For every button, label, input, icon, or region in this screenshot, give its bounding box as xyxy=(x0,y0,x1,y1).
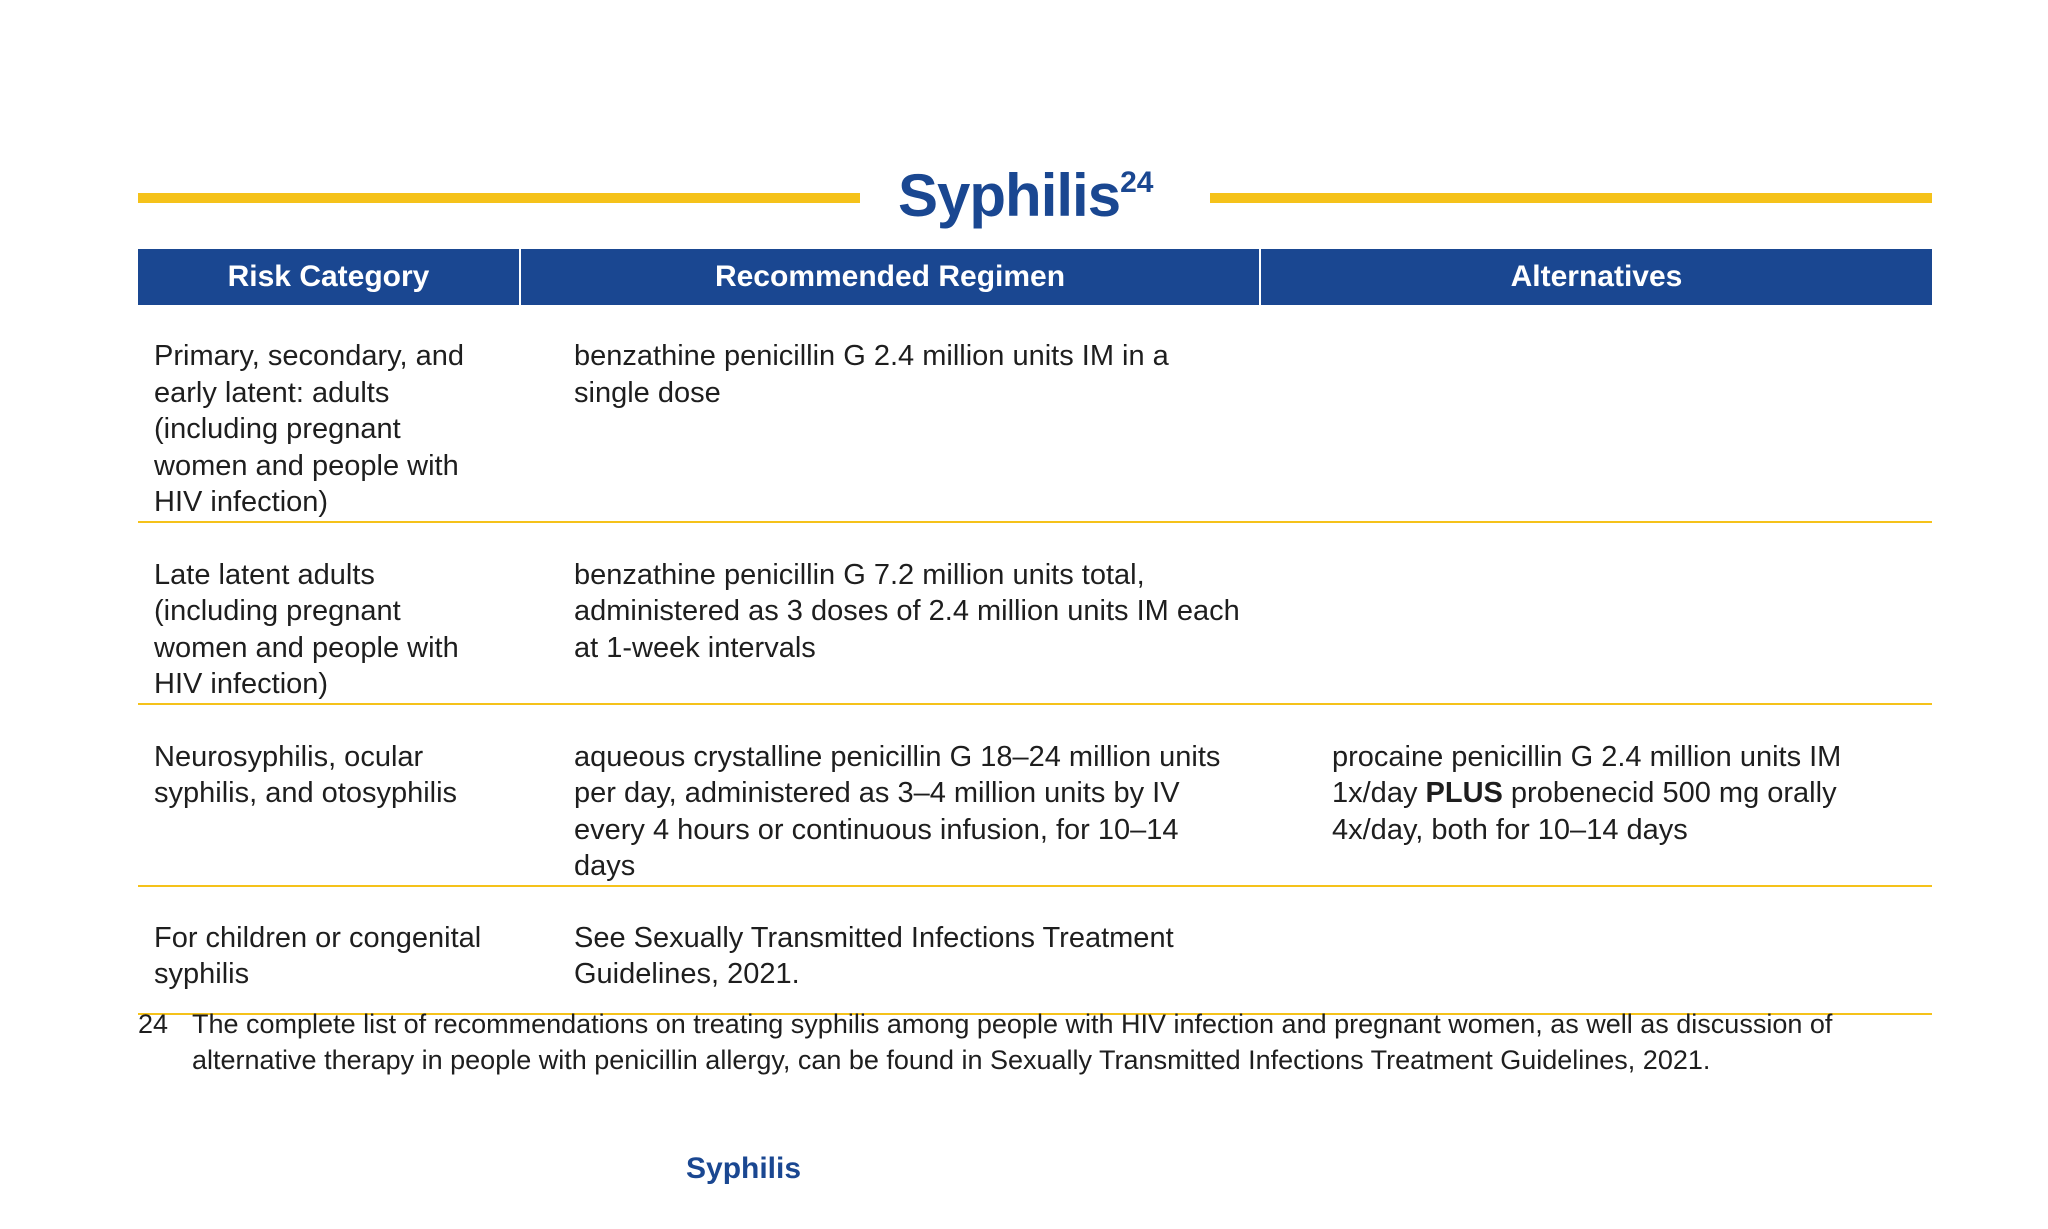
table-row xyxy=(138,305,1932,522)
alternatives-cell xyxy=(1260,305,1932,522)
regimen-cell: benzathine penicillin G 7.2 million units total, administered as 3 doses of 2.4 million units IM each at 1-week intervals xyxy=(520,522,1260,704)
header-risk-category: Risk Category xyxy=(138,249,520,305)
risk-category-cell: Primary, secondary, and early latent: adults (including pregnant women and people with HIV infection) xyxy=(138,305,520,522)
risk-category-cell: Neurosyphilis, ocular syphilis, and otosyphilis xyxy=(138,704,520,886)
header-recommended-regimen: Recommended Regimen xyxy=(520,249,1260,305)
risk-category-cell: For children or congenital syphilis xyxy=(138,886,520,1014)
alternatives-cell xyxy=(1260,886,1932,1014)
page-title xyxy=(898,150,1198,242)
syphilis-regimen-table xyxy=(138,249,1932,1015)
regimen-cell: aqueous crystalline penicillin G 18–24 million units per day, administered as 3–4 million units by IV every 4 hours or continuous infusion, for 10–14 days xyxy=(520,704,1260,886)
alternative-text-pre: procaine penicillin G 2.4 million units IM 1x/day xyxy=(1332,740,1842,809)
footnote-number: 24 xyxy=(138,1009,169,1039)
alternative-text-post: probenecid 500 mg orally 4x/day, both for 10–14 days xyxy=(1332,777,1837,846)
title-footnote-ref: 24 xyxy=(1120,166,1154,199)
table-header-row xyxy=(138,249,1932,305)
risk-category-cell: Late latent adults (including pregnant women and people with HIV infection) xyxy=(138,522,520,704)
footnote-text: The complete list of recommendations on treating syphilis among people with HIV infection and pregnant women, as well as discussion of alternative therapy in people with penicillin allergy, can be found in Sexually Transmitted Infections Treatment Guidelines, 2021. xyxy=(192,1009,1833,1075)
footer-section-label: Syphilis xyxy=(686,1152,802,1185)
regimen-cell: See Sexually Transmitted Infections Treatment Guidelines, 2021. xyxy=(520,886,1260,1014)
page-title-text: Syphilis xyxy=(898,162,1121,229)
title-rule-left xyxy=(138,193,860,203)
alternative-plus-keyword: PLUS xyxy=(1425,777,1503,809)
title-rule-right xyxy=(1210,193,1932,203)
alternatives-cell xyxy=(1260,704,1932,886)
footnote xyxy=(138,1006,1932,1078)
table-row xyxy=(138,704,1932,886)
title-row xyxy=(138,150,1932,242)
regimen-cell: benzathine penicillin G 2.4 million units IM in a single dose xyxy=(520,305,1260,522)
table-row xyxy=(138,886,1932,1014)
table-row xyxy=(138,522,1932,704)
header-alternatives: Alternatives xyxy=(1260,249,1932,305)
alternatives-cell xyxy=(1260,522,1932,704)
